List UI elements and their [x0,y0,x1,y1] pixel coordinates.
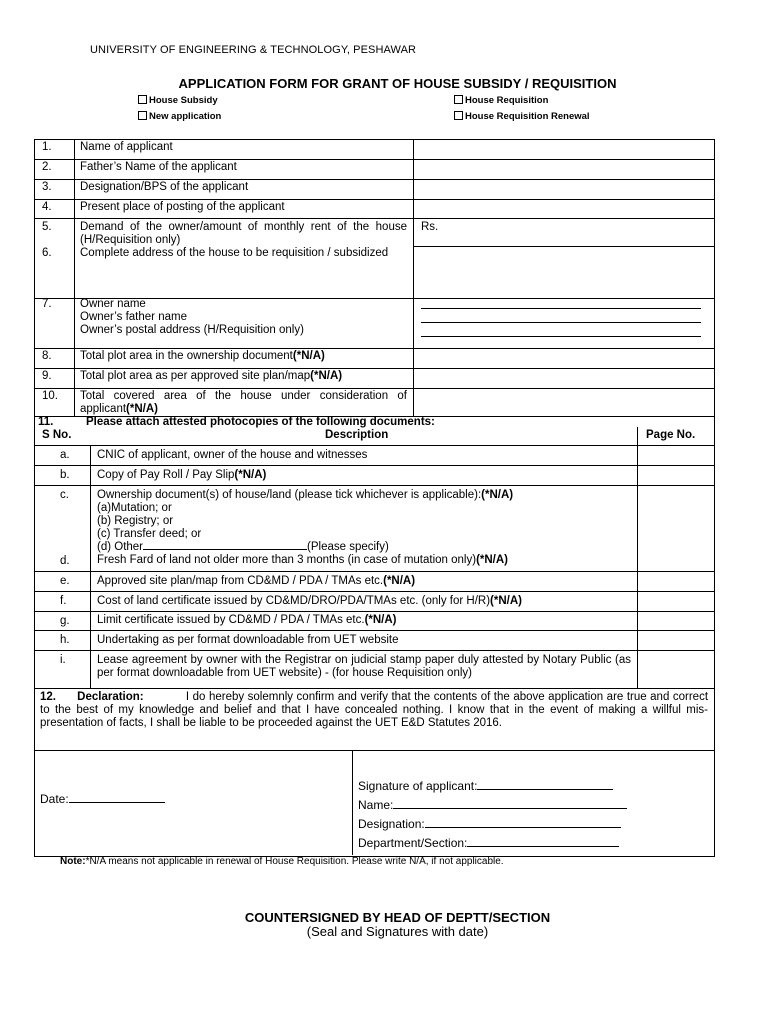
option-house-requisition[interactable] [454,95,548,106]
item-label-designation: Designation/BPS of the applicant [80,181,249,193]
doc-number: g. [60,615,70,627]
doc-text: Fresh Fard of land not older more than 3 months (in case of mutation only) [97,554,477,566]
na-marker: (*N/A) [234,469,267,481]
row-divider [34,445,714,446]
item-number: 3. [42,181,52,193]
col-header-sno: S No. [42,429,72,441]
attach-heading: Please attach attested photocopies of the following documents: [86,416,435,428]
other-specify-field[interactable] [143,549,307,550]
name-field[interactable] [415,141,711,158]
doc-text: Cost of land certificate issued by CD&MD/DRO/PDA/TMAs etc. (only for H/R) [97,595,491,607]
owner-name-field[interactable] [421,308,701,309]
doc-number: h. [60,634,70,646]
doc-ownership [97,489,513,502]
checkbox-icon[interactable] [138,95,147,104]
row-divider [34,465,714,466]
checkbox-icon[interactable] [454,95,463,104]
col-divider [90,445,91,688]
item-label-address: Complete address of the house to be requisition / subsidized [80,247,389,259]
label-text: Total plot area as per approved site plan/map [80,370,311,382]
department-label: Department/Section: [358,836,468,850]
designation-line[interactable] [358,817,621,831]
department-line[interactable] [358,836,619,850]
item-label-rent: Demand of the owner/amount of monthly rent of the house (H/Requisition only) [80,221,407,246]
doc-cnic: CNIC of applicant, owner of the house and witnesses [97,449,368,461]
page-no-field[interactable] [639,447,711,464]
item-number: 8. [42,350,52,362]
rent-field[interactable] [445,220,711,244]
row-divider [34,571,714,572]
col-header-page-no: Page No. [646,429,696,441]
na-marker: (*N/A) [364,614,397,626]
row-divider [34,650,714,651]
owner-father-field[interactable] [421,322,701,323]
page-no-field[interactable] [639,632,711,649]
address-field[interactable] [415,248,711,296]
page-no-field[interactable] [639,593,711,610]
item-number: 9. [42,370,52,382]
item-label-name: Name of applicant [80,141,173,153]
option-label: House Requisition [465,95,549,106]
signature-line[interactable] [358,779,613,793]
doc-pay-slip [97,469,266,482]
na-marker: (*N/A) [476,554,509,566]
applicant-designation-field[interactable] [425,827,621,828]
doc-text: Approved site plan/map from CD&MD / PDA / TMAs etc. [97,575,384,587]
option-label: New application [149,111,222,122]
doc-fard [97,554,508,567]
na-marker: (*N/A) [292,350,325,362]
note-label: Note: [60,856,86,867]
row-divider [34,368,714,369]
declaration-number: 12. [40,691,56,703]
doc-number: e. [60,575,70,587]
checkbox-icon[interactable] [138,111,147,120]
page-no-field[interactable] [639,573,711,590]
row-divider [34,485,714,486]
row-divider [34,388,714,389]
label-text: Total covered area of the house under consideration of applicant [80,390,407,415]
note [60,856,504,867]
item-number: 4. [42,201,52,213]
item-number: 2. [42,161,52,173]
signature-label: Signature of applicant: [358,779,478,793]
option-house-subsidy[interactable] [138,95,218,106]
row-divider [34,218,714,219]
doc-lease-agreement: Lease agreement by owner with the Registrar on judicial stamp paper duly attested by Notary Public (as per format downloadable from UET website) - (for house Requisition only) [97,654,631,679]
col-divider [637,427,638,688]
item-number: 1. [42,141,52,153]
row-divider [34,159,714,160]
owner-address-field[interactable] [421,336,701,337]
item-number: 10. [42,390,58,402]
item-label-plot-area-ownership [80,350,325,363]
item-label-owner-address: Owner’s postal address (H/Requisition only) [80,324,304,336]
section-number: 11. [38,416,54,428]
item-label-owner-father: Owner’s father name [80,311,187,323]
name-label: Name: [358,798,394,812]
col-divider [74,139,75,416]
item-number: 6. [42,247,52,259]
row-divider [34,611,714,612]
page-no-field[interactable] [639,487,711,570]
option-label: House Subsidy [149,95,218,106]
plot-area-ownership-field[interactable] [415,350,711,367]
na-marker: (*N/A) [310,370,343,382]
option-house-requisition-renewal[interactable] [454,111,590,122]
posting-field[interactable] [415,201,711,217]
item-label-owner-name: Owner name [80,298,146,310]
col-divider [413,139,414,416]
row-divider [34,591,714,592]
doc-number: f. [60,595,67,607]
form-title: APPLICATION FORM FOR GRANT OF HOUSE SUBSIDY / REQUISITION [178,76,617,91]
na-marker: (*N/A) [481,489,514,501]
doc-site-plan [97,575,415,588]
covered-area-field[interactable] [415,390,711,415]
option-new-application[interactable] [138,111,221,122]
doc-option-registry[interactable]: (b) Registry; or [97,515,174,527]
doc-text: Ownership document(s) of house/land (please tick whichever is applicable): [97,489,482,501]
na-marker: (*N/A) [126,403,158,415]
row-divider [34,199,714,200]
other-label: (d) Other [97,541,144,553]
row-divider [413,246,714,247]
row-divider [34,179,714,180]
option-label: House Requisition Renewal [465,111,590,122]
university-name: UNIVERSITY OF ENGINEERING & TECHNOLOGY, PESHAWAR [90,44,417,56]
col-divider [352,750,353,855]
doc-option-other[interactable] [97,541,389,554]
item-label-posting: Present place of posting of the applicant [80,201,285,213]
plot-area-site-plan-field[interactable] [415,370,711,387]
doc-option-transfer-deed[interactable]: (c) Transfer deed; or [97,528,202,540]
seal-instruction: (Seal and Signatures with date) [306,924,489,939]
row-divider [34,348,714,349]
declaration-text: I do hereby solemnly confirm and verify that the contents of the above application are true and correct to the best of my knowledge and belief and that I have concealed nothing. I know that in the event of making a willful mis-presentation of facts, I shall be liable to be proceeded against the UET E&D Statutes 2016. [40,691,709,729]
doc-number: a. [60,449,70,461]
label-text: Total plot area in the ownership document [80,350,293,362]
doc-limit-certificate [97,614,397,627]
date-label: Date: [40,792,69,806]
declaration-label: Declaration: [77,691,144,703]
item-label-plot-area-site-plan [80,370,342,383]
signature-field[interactable] [477,789,613,790]
doc-undertaking: Undertaking as per format downloadable from UET website [97,634,399,646]
doc-number: i. [60,654,66,666]
doc-number: d. [60,555,70,567]
row-divider [34,688,714,689]
doc-option-mutation[interactable]: (a)Mutation; or [97,502,172,514]
row-divider [34,750,714,751]
countersigned-heading: COUNTERSIGNED BY HEAD OF DEPTT/SECTION [244,910,551,925]
item-number: 7. [42,298,52,310]
doc-text: Copy of Pay Roll / Pay Slip [97,469,235,481]
applicant-name-field[interactable] [393,808,627,809]
checkbox-icon[interactable] [454,111,463,120]
col-header-description: Description [325,429,389,441]
doc-number: c. [60,489,69,501]
note-text: *N/A means not applicable in renewal of House Requisition. Please write N/A, if not applicable. [85,856,504,867]
item-number: 5. [42,221,52,233]
date-line[interactable] [40,792,165,806]
item-label-covered-area [80,390,407,416]
name-line[interactable] [358,798,627,812]
rent-currency: Rs. [421,221,439,233]
item-label-father-name: Father’s Name of the applicant [80,161,237,173]
declaration [40,691,708,730]
page-no-field[interactable] [639,613,711,629]
doc-number: b. [60,469,70,481]
doc-text: Limit certificate issued by CD&MD / PDA / TMAs etc. [97,614,365,626]
na-marker: (*N/A) [490,595,522,607]
doc-cost-certificate [97,595,522,608]
page-no-field[interactable] [639,467,711,484]
applicant-department-field[interactable] [467,846,619,847]
designation-field[interactable] [415,181,711,198]
father-name-field[interactable] [415,161,711,178]
specify-label: (Please specify) [307,541,389,553]
designation-label: Designation: [358,817,425,831]
na-marker: (*N/A) [383,575,416,587]
row-divider [34,630,714,631]
date-field[interactable] [69,802,165,803]
page-no-field[interactable] [639,652,711,687]
